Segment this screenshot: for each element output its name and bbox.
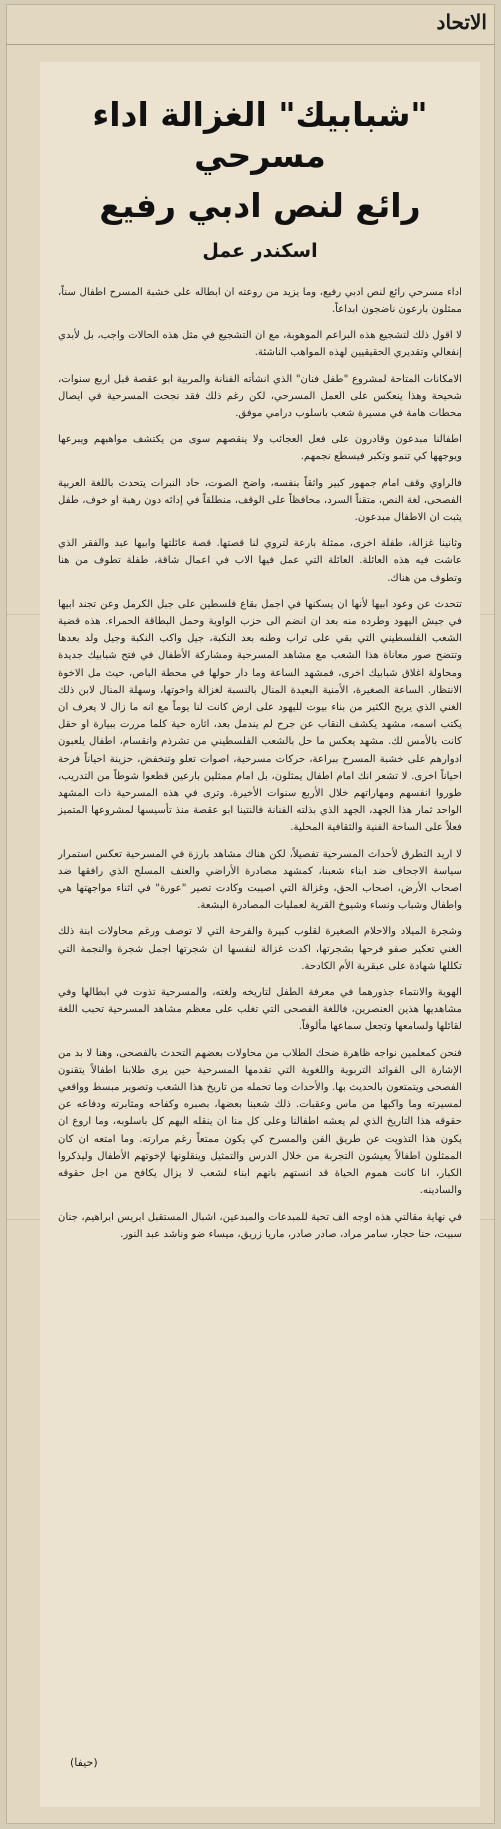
headline-line-2: رائع لنص ادبي رفيع (99, 185, 421, 225)
article-column (40, 62, 480, 1807)
paragraph: لا اقول ذلك لتشجيع هذه البراعم الموهوبة، مع ان التشجيع في مثل هذه الحالات واجب، بل لأبدي إنفعالي وتقديري الحقيقيين لهذه المواهب الناشئة. (58, 330, 462, 359)
paragraph: الامكانات المتاحة لمشروع "طفل فنان" الذي انشأته الفنانة والمربية ابو عقصة قبل اربع سنوات، شحيحة وهذا ينعكس على العمل المسرحي، لكن رغم ذلك فقد نجحت المسرحية في ايصال محطات هامة في مسيرة شعب باسلوب درامي موفق. (58, 373, 462, 419)
paragraph: الهوية والانتماء جذورهما في معرفة الطفل لتاريخه ولغته، والمسرحية تذوت في ابطالها وفي مشاهديها هذين العنصرين، فاللغة الفصحى التي تغلب على معظم مشاهد المسرحية تحبب اللغة لقائلها ولسامعها وتجعل سماعها مألوفاً. (58, 987, 462, 1033)
headline-line-1: "شبابيك" الغزالة اداء مسرحي (92, 95, 428, 176)
article-byline: اسكندر عمل (202, 239, 318, 262)
paragraph: اطفالنا مبدعون وقادرون على فعل العجائب ولا ينقصهم سوى من يكتشف مواهبهم ويبرعها ويوجهها كي تنمو وتكبر فيسطع نجمهم. (58, 434, 462, 463)
paragraph: اداء مسرحي رائع لنص ادبي رفيع، وما يزيد من روعته ان ابطاله على خشبة المسرح اطفال سناً، ممثلون بارعون ناضجون ابداعاً. (58, 286, 462, 315)
article-headline (54, 94, 466, 226)
paragraph: وشجرة الميلاد والاحلام الصغيرة لقلوب كبيرة والفرحة التي لا توصف ورغم محاولات ابنة ذلك الغني تعكير صفو فرحها بشجرتها، اكدت غزالة لنفسها ان شجرتها اجمل شجرة والنجمة التي تكللها شهادة على عبقرية الأم الكادحة. (58, 926, 462, 972)
paragraph: وثانينا غزالة، طفلة اخرى، ممثلة بارعة لتروي لنا قصتها. قصة عائلتها وابيها عبد والفقر الذي عاشت فيه هذه العائلة. العائلة التي عمل فيها الاب في اعمال شاقة، طفلة تطوف من هنا وتطوف من هناك. (58, 538, 462, 584)
paragraph: في نهاية مقالتي هذه اوجه الف تحية للمبدعات والمبدعين، اشبال المستقبل ابريس ابراهيم، جنان سبيت، حنا حجار، سامر مراد، صادر صادر، ماريا زريق، ميساء ضو وناشد عبد النور. (58, 1211, 462, 1240)
paragraph: فنحن كمعلمين نواجه ظاهرة ضحك الطلاب من محاولات بعضهم التحدث بالفصحى، وهنا لا بد من الإشارة الى الفوائد التربوية واللغوية التي تقدمها المسرحية حين يرى طلابنا اطفالاً يتقنون الفصحى ويتمتعون بالحديث بها. والأحداث وما تحمله من تاريخ هذا الشعب وتصوير مبسط وواقعي لمسيرته وما واكبها من ماس وعقبات. ذلك شعبنا بعضها، بصبره وكفاحه ومثابرته ودفاعه عن حقوقه هذا التاريخ الذي لم يعشه اطفالنا وعلى كل منا ان ينقله اليهم كل باسلوبه، وما اروع ان يكون هذا التذويت عن طريق الفن والمسرح كي يكون ممتعاً رغم مرارته. وما امتعه ان كان الممثلون اطفالاً يعيشون التجربة من خلال الدرس والتمثيل وينقلونها لإخوتهم الأطفال وليذكروا الكبار، انا كانت هموم الحياة قد انستهم بانهم ابناء لشعب لا يزال يكافح من اجل حقوقه والسادينه. (58, 1047, 462, 1197)
article-signature: (حيفا) (70, 1756, 98, 1769)
paragraph: لا اريد التطرق لأحداث المسرحية تفصيلاً، لكن هناك مشاهد بارزة في المسرحية تعكس استمرار سياسة الاجحاف ضد ابناء شعبنا، كمشهد مصادرة الأراضي والعنف المسلح الذي رافقها ضد اصحاب الأرض، اصحاب الحق، وغزالة التي اصيبت وكادت تصير "عورة" في اثناء مواجهتها هي واطفال وشباب ونساء وشيوخ القرية لعمليات المصادرة البشعة. (58, 848, 462, 912)
article-body (58, 284, 462, 1243)
newspaper-masthead (6, 4, 495, 45)
paragraph: تتحدث عن وعود ابيها لأنها ان يسكنها في اجمل بقاع فلسطين على جبل الكرمل وعن تجند ابيها في جيش اليهود وطرده منه بعد ان انضم الى حزب الواوية وحمل البطاقة الحمراء. هذه قضية الشعب الفلسطيني التي بقي على تراب وطنه بعد النكبة، جيل واكب النكبة وجيل ولد بعدها وتتضح صور معاناة هذا الشعب مع مشاهد المسرحية ومشاركة الأطفال في فتح شبابيك جديدة ومحاولة اغلاق شبابيك اخرى، فمشهد الساعة وما دار حولها في محطة الباص، حيث مل الاخوة الانتظار. الساعة الصغيرة، الأمنية البعيدة المنال بالنسبة لغزالة واخوتها، وسهلة المنال لابن ذلك الغني الذي يربح الكثير من بناء بيوت لليهود على ارض كانت لنا يوماً مع انه ما زال لا يعرف ان يكتب اسمه، مشهد يكشف النقاب عن جرح لم يندمل بعد، اثاره حية كلما مررت ببيارة او حقل كانت بالأمس لك. مشهد يعكس ما حل بالشعب الفلسطيني من تشرذم وانقسام، اطفال يلعبون ادوارهم على خشبة المسرح ببراعة، حركات مسرحية، اصوات تعلو وتنخفض، حزينة احياناً فرحة احياناً اخرى. لا تشعر انك امام اطفال يمثلون، بل امام ممثلين بارعين قطعوا شوطاً من التدريب، طوروا انفسهم ومهاراتهم خلال الأربع سنوات الأخيرة. وترى في هذه المسرحية ذات المشهد الواحد ثمار هذا الجهد، الجهد الذي بذلته الفنانة فالنتينا ابو عقصة منذ تأسيسها لمشروعها المتميز فعلاً على الساحة الفنية والثقافية المحلية. (58, 598, 462, 834)
paragraph: فالراوي وقف امام جمهور كبير واثقاً بنفسه، واضح الصوت، حاد النبرات يتحدث باللغة العربية الفصحى، لغة النص، متقناً السرد، محافظاً على الوقف، منطلقاً في إدائه دون رهبة او خوف، طفل يثبت ان الاطفال مبدعون. (58, 477, 462, 523)
newspaper-logo: الاتحاد (436, 10, 487, 34)
newspaper-clipping (6, 4, 495, 1824)
